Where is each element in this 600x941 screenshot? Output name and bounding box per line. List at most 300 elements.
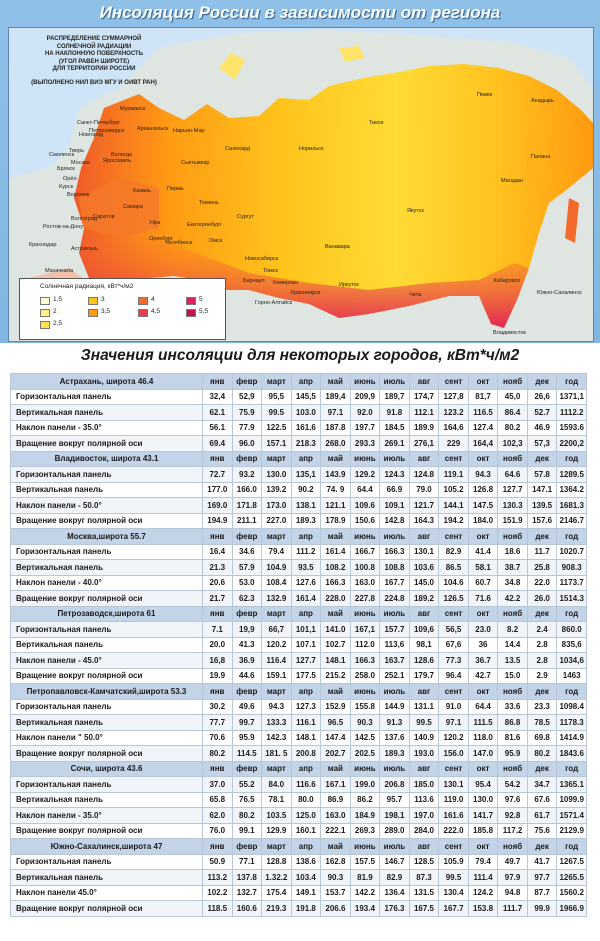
table-cell: 102.7 (321, 637, 351, 653)
table-row (11, 668, 587, 684)
table-cell: 72.7 (203, 467, 233, 483)
table-cell: 145.0 (409, 575, 439, 591)
table-cell: 258.0 (350, 668, 380, 684)
month-header: май (321, 839, 351, 855)
city-name: Сочи, широта 43.6 (11, 761, 203, 777)
table-cell: 67.6 (527, 792, 557, 808)
table-cell: 97.7 (527, 870, 557, 886)
table-cell: 19,9 (232, 622, 262, 638)
legend-swatch (88, 309, 98, 317)
legend-label: 4,5 (151, 308, 161, 315)
table-cell: 167,1 (350, 622, 380, 638)
table-cell: 116.1 (291, 715, 321, 731)
table-cell: 142.5 (350, 730, 380, 746)
table-cell: 1020.7 (557, 544, 587, 560)
month-header: год (557, 839, 587, 855)
table-cell: 144.1 (439, 498, 469, 514)
month-header: год (557, 684, 587, 700)
table-cell: 130.0 (468, 792, 498, 808)
month-header: март (262, 684, 292, 700)
table-cell: 147.1 (527, 482, 557, 498)
table-cell: 93.5 (291, 560, 321, 576)
table-cell: 169.0 (203, 498, 233, 514)
table-row (11, 637, 587, 653)
table-cell: 15.0 (498, 668, 528, 684)
table-cell: 92.8 (498, 808, 528, 824)
table-cell: 128.8 (262, 854, 292, 870)
table-cell: 166.3 (380, 544, 410, 560)
row-label: Вращение вокруг полярной оси (11, 901, 203, 917)
table-row (11, 870, 587, 886)
table-cell: 147.5 (468, 498, 498, 514)
table-cell: 99.1 (232, 823, 262, 839)
city-label-petrozavodsk: Петрозаводск (89, 128, 125, 134)
city-name: Владивосток, широта 43.1 (11, 451, 203, 467)
table-cell: 16.4 (203, 544, 233, 560)
table-cell: 109.6 (350, 498, 380, 514)
table-cell: 30.2 (203, 699, 233, 715)
table-row (11, 560, 587, 576)
table-cell: 86.5 (439, 560, 469, 576)
table-cell: 81.9 (350, 870, 380, 886)
table-cell: 1098.4 (557, 699, 587, 715)
table-cell: 95.7 (380, 792, 410, 808)
table-cell: 184.0 (468, 513, 498, 529)
month-header: июнь (350, 684, 380, 700)
table-cell: 57,3 (527, 436, 557, 452)
table-cell: 21.7 (203, 591, 233, 607)
table-row (11, 808, 587, 824)
table-cell: 49.6 (232, 699, 262, 715)
row-label: Вертикальная панель (11, 870, 203, 886)
table-cell: 86.9 (321, 792, 351, 808)
table-cell: 137.6 (380, 730, 410, 746)
insolation-map (8, 27, 594, 342)
table-cell: 1.32.2 (262, 870, 292, 886)
table-cell: 108.8 (380, 560, 410, 576)
table-cell: 69.4 (203, 436, 233, 452)
table-cell: 56.1 (203, 420, 233, 436)
row-label: Горизонтальная панель (11, 544, 203, 560)
month-header: авг (409, 684, 439, 700)
table-cell: 1364.2 (557, 482, 587, 498)
city-label-orel: Орёл (63, 176, 77, 182)
row-label: Вращение вокруг полярной оси (11, 591, 203, 607)
table-cell: 121.1 (321, 498, 351, 514)
month-header: июнь (350, 761, 380, 777)
row-label: Горизонтальная панель (11, 389, 203, 405)
table-cell: 61.7 (527, 808, 557, 824)
table-cell: 13.5 (498, 653, 528, 669)
table-cell: 99.9 (527, 901, 557, 917)
month-header: март (262, 374, 292, 390)
table-cell: 65.8 (203, 792, 233, 808)
table-cell: 70.6 (203, 730, 233, 746)
table-cell: 116.4 (262, 653, 292, 669)
table-cell: 160.6 (232, 901, 262, 917)
table-cell: 62.1 (203, 405, 233, 421)
table-row (11, 699, 587, 715)
table-cell: 1173.7 (557, 575, 587, 591)
table-cell: 155.8 (350, 699, 380, 715)
table-cell: 189.3 (380, 746, 410, 762)
table-cell: 42.2 (498, 591, 528, 607)
table-row (11, 405, 587, 421)
table-cell: 125.0 (291, 808, 321, 824)
table-cell: 119.1 (439, 467, 469, 483)
city-header-row (11, 839, 587, 855)
table-cell: 222.1 (321, 823, 351, 839)
row-label: Горизонтальная панель (11, 854, 203, 870)
month-header: апр (291, 839, 321, 855)
month-header: нояб (498, 374, 528, 390)
city-label-gornoaltaysk: Горно-Алтайск (255, 300, 293, 306)
insolation-table-wrap (0, 369, 600, 941)
city-label-khabarovsk: Хабаровск (493, 278, 520, 284)
month-header: июль (380, 374, 410, 390)
table-cell: 129.9 (262, 823, 292, 839)
table-cell: 176.3 (380, 901, 410, 917)
table-cell: 157.5 (350, 854, 380, 870)
city-label-palana: Палана (531, 154, 551, 160)
table-cell: 79.0 (409, 482, 439, 498)
month-header: дек (527, 374, 557, 390)
table-cell: 103.4 (291, 870, 321, 886)
table-cell: 105.2 (439, 482, 469, 498)
month-header: дек (527, 606, 557, 622)
month-header: апр (291, 529, 321, 545)
table-cell: 78.5 (527, 715, 557, 731)
city-label-samara: Самара (123, 204, 144, 210)
table-cell: 99.7 (232, 715, 262, 731)
table-cell: 102,3 (498, 436, 528, 452)
table-cell: 16,8 (203, 653, 233, 669)
table-cell: 8.2 (498, 622, 528, 638)
table-cell: 1112.2 (557, 405, 587, 421)
table-cell: 62.3 (232, 591, 262, 607)
table-cell: 86.2 (350, 792, 380, 808)
table-cell: 269.3 (350, 823, 380, 839)
table-cell: 108.2 (321, 560, 351, 576)
city-label-volgograd: Волгоград (71, 216, 98, 222)
table-cell: 124.2 (468, 885, 498, 901)
city-label-perm: Пермь (167, 186, 184, 192)
city-label-moscow: Москва (71, 160, 90, 166)
month-header: май (321, 374, 351, 390)
table-cell: 33.6 (498, 699, 528, 715)
table-cell: 167.5 (409, 901, 439, 917)
table-row (11, 544, 587, 560)
table-cell: 97.6 (498, 792, 528, 808)
city-label-salekhard: Салехард (225, 146, 251, 152)
table-row (11, 777, 587, 793)
table-cell: 26,6 (527, 389, 557, 405)
table-row (11, 498, 587, 514)
table-cell: 148.1 (321, 653, 351, 669)
table-cell: 181. 5 (262, 746, 292, 762)
table-cell: 99.5 (262, 405, 292, 421)
table-cell: 101,1 (291, 622, 321, 638)
table-cell: 44.6 (232, 668, 262, 684)
table-cell: 91.3 (380, 715, 410, 731)
table-cell: 84.0 (262, 777, 292, 793)
table-cell: 131.1 (409, 699, 439, 715)
city-label-smolensk: Смоленск (49, 152, 75, 158)
row-label: Горизонтальная панель (11, 467, 203, 483)
table-cell: 7.1 (203, 622, 233, 638)
table-cell: 222.0 (439, 823, 469, 839)
table-cell: 130.4 (439, 885, 469, 901)
month-header: март (262, 839, 292, 855)
table-cell: 77.3 (439, 653, 469, 669)
row-label: Наклон панели - 40.0° (11, 575, 203, 591)
month-header: июнь (350, 529, 380, 545)
table-cell: 227.0 (262, 513, 292, 529)
table-cell: 74. 9 (321, 482, 351, 498)
table-cell: 131.5 (409, 885, 439, 901)
table-cell: 166.0 (232, 482, 262, 498)
city-label-magadan: Магадан (501, 178, 523, 184)
legend-label: 2 (53, 308, 57, 315)
table-cell: 80.2 (203, 746, 233, 762)
table-cell: 95.4 (468, 777, 498, 793)
table-cell: 45,0 (498, 389, 528, 405)
table-cell: 268.0 (321, 436, 351, 452)
table-cell: 79.4 (468, 854, 498, 870)
table-cell: 77.1 (232, 854, 262, 870)
table-cell: 157.7 (380, 622, 410, 638)
legend-label: 4 (151, 296, 155, 303)
table-cell: 161.4 (321, 544, 351, 560)
table-cell: 90.2 (291, 482, 321, 498)
month-header: окт (468, 684, 498, 700)
table-cell: 57.9 (232, 560, 262, 576)
table-cell: 179.7 (409, 668, 439, 684)
table-cell: 108.4 (262, 575, 292, 591)
table-cell: 121.7 (409, 498, 439, 514)
table-row (11, 420, 587, 436)
table-cell: 103.0 (291, 405, 321, 421)
month-header: апр (291, 606, 321, 622)
table-cell: 37.0 (203, 777, 233, 793)
table-cell: 38.7 (498, 560, 528, 576)
table-cell: 34.7 (527, 777, 557, 793)
table-cell: 120.2 (262, 637, 292, 653)
table-cell: 11.7 (527, 544, 557, 560)
table-cell: 60.7 (468, 575, 498, 591)
table-cell: 58.1 (468, 560, 498, 576)
month-header: июль (380, 839, 410, 855)
table-cell: 1681.3 (557, 498, 587, 514)
table-cell: 111.4 (468, 870, 498, 886)
row-label: Вертикальная панель (11, 637, 203, 653)
table-row (11, 885, 587, 901)
table-cell: 185.8 (468, 823, 498, 839)
table-cell: 200.8 (291, 746, 321, 762)
city-label-syktyvkar: Сыктывкар (181, 160, 210, 166)
table-cell: 191.8 (291, 901, 321, 917)
row-label: Вертикальная панель (11, 792, 203, 808)
month-header: апр (291, 761, 321, 777)
table-cell: 111.7 (498, 901, 528, 917)
table-cell: 80.2 (527, 746, 557, 762)
table-cell: 187.8 (321, 420, 351, 436)
table-cell: 1966.9 (557, 901, 587, 917)
table-cell: 119.0 (439, 792, 469, 808)
table-cell: 189.9 (409, 420, 439, 436)
map-note-line: ДЛЯ ТЕРРИТОРИИ РОССИИ (52, 66, 136, 72)
table-cell: 144.9 (380, 699, 410, 715)
table-cell: 289.0 (380, 823, 410, 839)
table-cell: 127,8 (439, 389, 469, 405)
row-label: Вращение вокруг полярной оси (11, 823, 203, 839)
table-cell: 142.3 (262, 730, 292, 746)
table-cell: 96.0 (232, 436, 262, 452)
table-cell: 109,6 (409, 622, 439, 638)
table-cell: 105.9 (439, 854, 469, 870)
table-cell: 153.7 (321, 885, 351, 901)
month-header: апр (291, 684, 321, 700)
month-header: март (262, 529, 292, 545)
month-header: окт (468, 529, 498, 545)
month-header: нояб (498, 529, 528, 545)
month-header: янв (203, 761, 233, 777)
month-header: июнь (350, 606, 380, 622)
table-cell: 94.3 (468, 467, 498, 483)
table-cell: 136.4 (380, 885, 410, 901)
table-cell: 218.3 (291, 436, 321, 452)
table-cell: 64.4 (350, 482, 380, 498)
city-label-ufa: Уфа (149, 220, 161, 226)
table-row (11, 436, 587, 452)
table-cell: 130.3 (498, 498, 528, 514)
table-cell: 2.4 (527, 622, 557, 638)
table-cell: 2129.9 (557, 823, 587, 839)
month-header: нояб (498, 761, 528, 777)
table-cell: 177.5 (291, 668, 321, 684)
month-header: авг (409, 839, 439, 855)
table-cell: 86.4 (498, 405, 528, 421)
table-cell: 76.0 (203, 823, 233, 839)
table-cell: 135,1 (291, 467, 321, 483)
legend-label: 1,5 (53, 296, 63, 303)
table-cell: 147.0 (468, 746, 498, 762)
table-cell: 62.0 (203, 808, 233, 824)
table-row (11, 575, 587, 591)
table-cell: 42.7 (468, 668, 498, 684)
table-cell: 66.9 (380, 482, 410, 498)
table-cell: 184.5 (380, 420, 410, 436)
table-cell: 130.1 (409, 544, 439, 560)
table-cell: 2.8 (527, 637, 557, 653)
table-cell: 1560.2 (557, 885, 587, 901)
city-label-yakutsk: Якутск (407, 208, 424, 214)
city-label-makhachkala: Махачкала (45, 268, 74, 274)
table-cell: 167.7 (380, 575, 410, 591)
table-cell: 114.5 (232, 746, 262, 762)
city-label-voronezh: Воронеж (67, 192, 90, 198)
month-header: авг (409, 374, 439, 390)
table-cell: 138.1 (291, 498, 321, 514)
table-cell: 128.6 (409, 653, 439, 669)
table-cell: 107.1 (291, 637, 321, 653)
table-cell: 166.3 (350, 653, 380, 669)
table-cell: 25.8 (527, 560, 557, 576)
month-header: дек (527, 684, 557, 700)
month-header: февр (232, 374, 262, 390)
legend-swatch (186, 309, 196, 317)
city-header-row (11, 761, 587, 777)
table-cell: 23.0 (468, 622, 498, 638)
table-cell: 127.7 (498, 482, 528, 498)
table-cell: 227.8 (350, 591, 380, 607)
table-cell: 81,7 (468, 389, 498, 405)
table-cell: 1099.9 (557, 792, 587, 808)
city-label-chelyabinsk: Челябинск (165, 240, 193, 246)
month-header: февр (232, 684, 262, 700)
table-cell: 199.0 (350, 777, 380, 793)
table-cell: 22.0 (527, 575, 557, 591)
table-cell: 66,7 (262, 622, 292, 638)
table-cell: 109.1 (380, 498, 410, 514)
legend-label: 2,5 (53, 320, 63, 327)
city-label-kemerovo: Кемерово (273, 280, 299, 286)
legend-swatch (138, 297, 148, 305)
city-label-vologda: Вологда (111, 152, 132, 158)
table-cell: 67,6 (439, 637, 469, 653)
table-cell: 41.4 (468, 544, 498, 560)
table-cell: 2.9 (527, 668, 557, 684)
month-header: июль (380, 529, 410, 545)
month-header: сент (439, 761, 469, 777)
city-header-row (11, 606, 587, 622)
table-cell: 113.2 (203, 870, 233, 886)
month-header: янв (203, 529, 233, 545)
table-cell: 162.8 (321, 854, 351, 870)
table-cell: 50.9 (203, 854, 233, 870)
table-cell: 150.6 (350, 513, 380, 529)
city-label-chita: Чита (409, 292, 422, 298)
table-cell: 276,1 (409, 436, 439, 452)
city-header-row (11, 684, 587, 700)
table-cell: 193.0 (409, 746, 439, 762)
table-cell: 185.0 (409, 777, 439, 793)
city-label-krasnodar: Краснодар (29, 242, 57, 248)
city-label-astrakhan: Астрахань (71, 246, 98, 252)
legend-swatch (186, 297, 196, 305)
row-label: Наклон панели - 45.0° (11, 653, 203, 669)
table-cell: 189,4 (321, 389, 351, 405)
table-cell: 138.6 (291, 854, 321, 870)
table-cell: 52.7 (527, 405, 557, 421)
city-label-tiksi: Тикси (369, 120, 384, 126)
city-label-barnaul: Барнаул (243, 278, 265, 284)
table-cell: 127.7 (291, 653, 321, 669)
table-cell: 167.7 (439, 901, 469, 917)
table-cell: 166.7 (350, 544, 380, 560)
table-cell: 206.6 (321, 901, 351, 917)
table-cell: 174,7 (409, 389, 439, 405)
table-cell: 76.5 (232, 792, 262, 808)
table-cell: 116.5 (468, 405, 498, 421)
table-cell: 173.0 (262, 498, 292, 514)
table-cell: 1289.5 (557, 467, 587, 483)
table-cell: 2.8 (527, 653, 557, 669)
table-cell: 95.9 (232, 730, 262, 746)
table-cell: 193.4 (350, 901, 380, 917)
table-cell: 23.3 (527, 699, 557, 715)
table-cell: 194.2 (439, 513, 469, 529)
